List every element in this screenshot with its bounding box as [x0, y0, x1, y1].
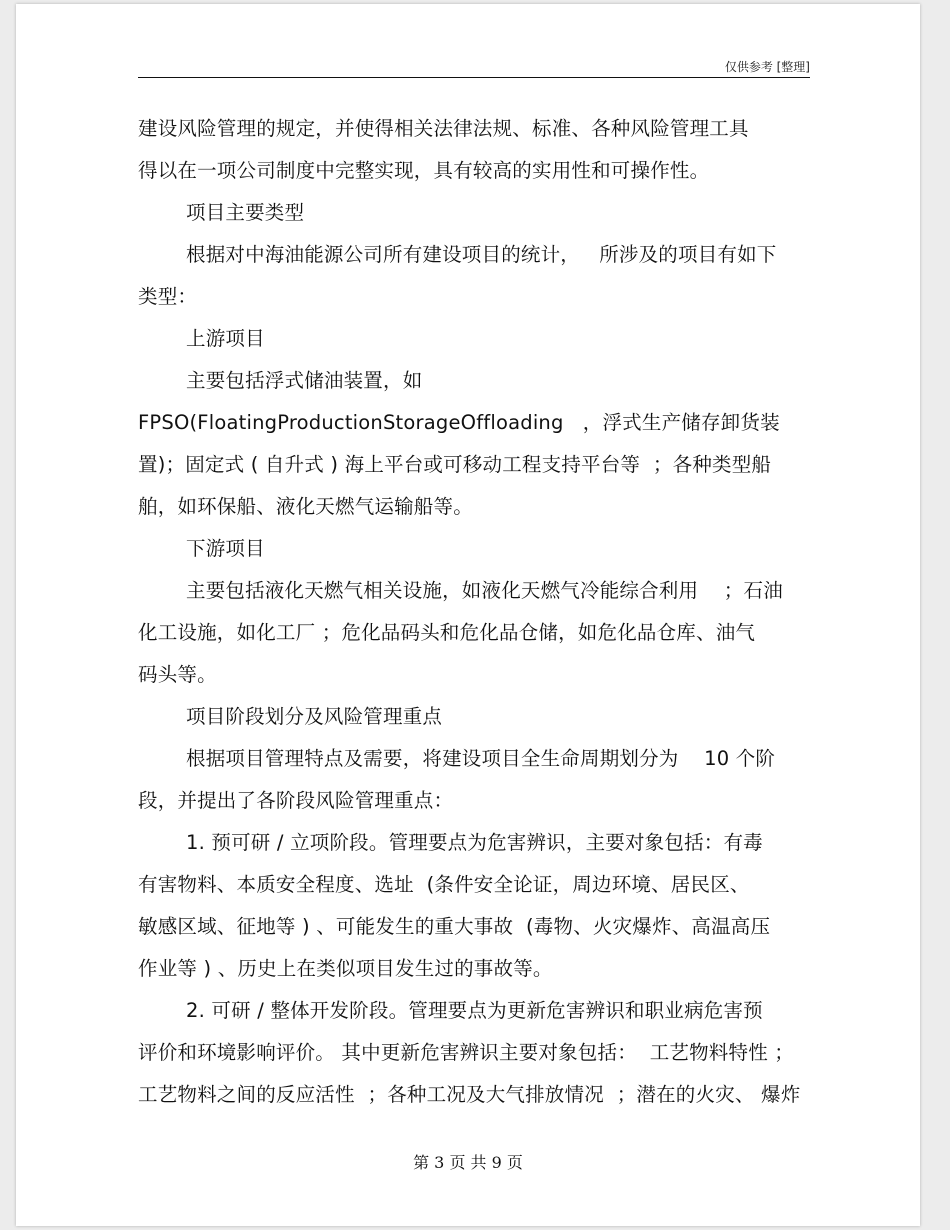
- document-page: [16, 4, 920, 1226]
- section-heading: 项目主要类型: [186, 201, 305, 224]
- header-rule: [138, 77, 810, 78]
- text-line: 主要包括液化天燃气相关设施，如液化天燃气冷能综合利用 ；石油: [186, 579, 783, 602]
- text-line: 段，并提出了各阶段风险管理重点：: [138, 789, 454, 812]
- text-line: 作业等 ) 、历史上在类似项目发生过的事故等。: [138, 957, 553, 980]
- section-heading: 下游项目: [186, 537, 265, 560]
- section-heading: 项目阶段划分及风险管理重点: [186, 705, 443, 728]
- text-line: 舶，如环保船、液化天燃气运输船等。: [138, 495, 473, 518]
- text-line: 根据项目管理特点及需要，将建设项目全生命周期划分为 10 个阶: [186, 747, 776, 770]
- text-line: FPSO(FloatingProductionStorageOffloading ，浮式生产储存卸货装: [138, 411, 780, 434]
- text-line: 置)；固定式 ( 自升式 ) 海上平台或可移动工程支持平台等 ；各种类型船: [138, 453, 772, 476]
- body-text: [138, 108, 818, 1116]
- text-line: 有害物料、本质安全程度、选址 (条件安全论证，周边环境、居民区、: [138, 873, 750, 896]
- page-number-footer: 第 3 页 共 9 页: [413, 1153, 523, 1172]
- text-line: 码头等。: [138, 663, 217, 686]
- text-line: 敏感区域、征地等 ) 、可能发生的重大事故 (毒物、火灾爆炸、高温高压: [138, 915, 771, 938]
- text-line: 根据对中海油能源公司所有建设项目的统计， 所涉及的项目有如下: [186, 243, 777, 266]
- text-line: 主要包括浮式储油装置，如: [186, 369, 423, 392]
- text-line: 得以在一项公司制度中完整实现，具有较高的实用性和可操作性。: [138, 159, 710, 182]
- header-note: 仅供参考 [整理]: [724, 60, 810, 74]
- text-line: 工艺物料之间的反应活性 ；各种工况及大气排放情况 ；潜在的火灾、 爆炸: [138, 1083, 801, 1106]
- text-line: 类型：: [138, 285, 198, 308]
- text-line: 评价和环境影响评价。 其中更新危害辨识主要对象包括： 工艺物料特性 ；: [138, 1041, 794, 1064]
- text-line: 化工设施，如化工厂 ；危化品码头和危化品仓储，如危化品仓库、油气: [138, 621, 756, 644]
- text-line: 建设风险管理的规定，并使得相关法律法规、标准、各种风险管理工具: [138, 117, 749, 140]
- text-line: 2. 可研 / 整体开发阶段。管理要点为更新危害辨识和职业病危害预: [186, 999, 763, 1022]
- section-heading: 上游项目: [186, 327, 265, 350]
- text-line: 1. 预可研 / 立项阶段。管理要点为危害辨识，主要对象包括：有毒: [186, 831, 763, 854]
